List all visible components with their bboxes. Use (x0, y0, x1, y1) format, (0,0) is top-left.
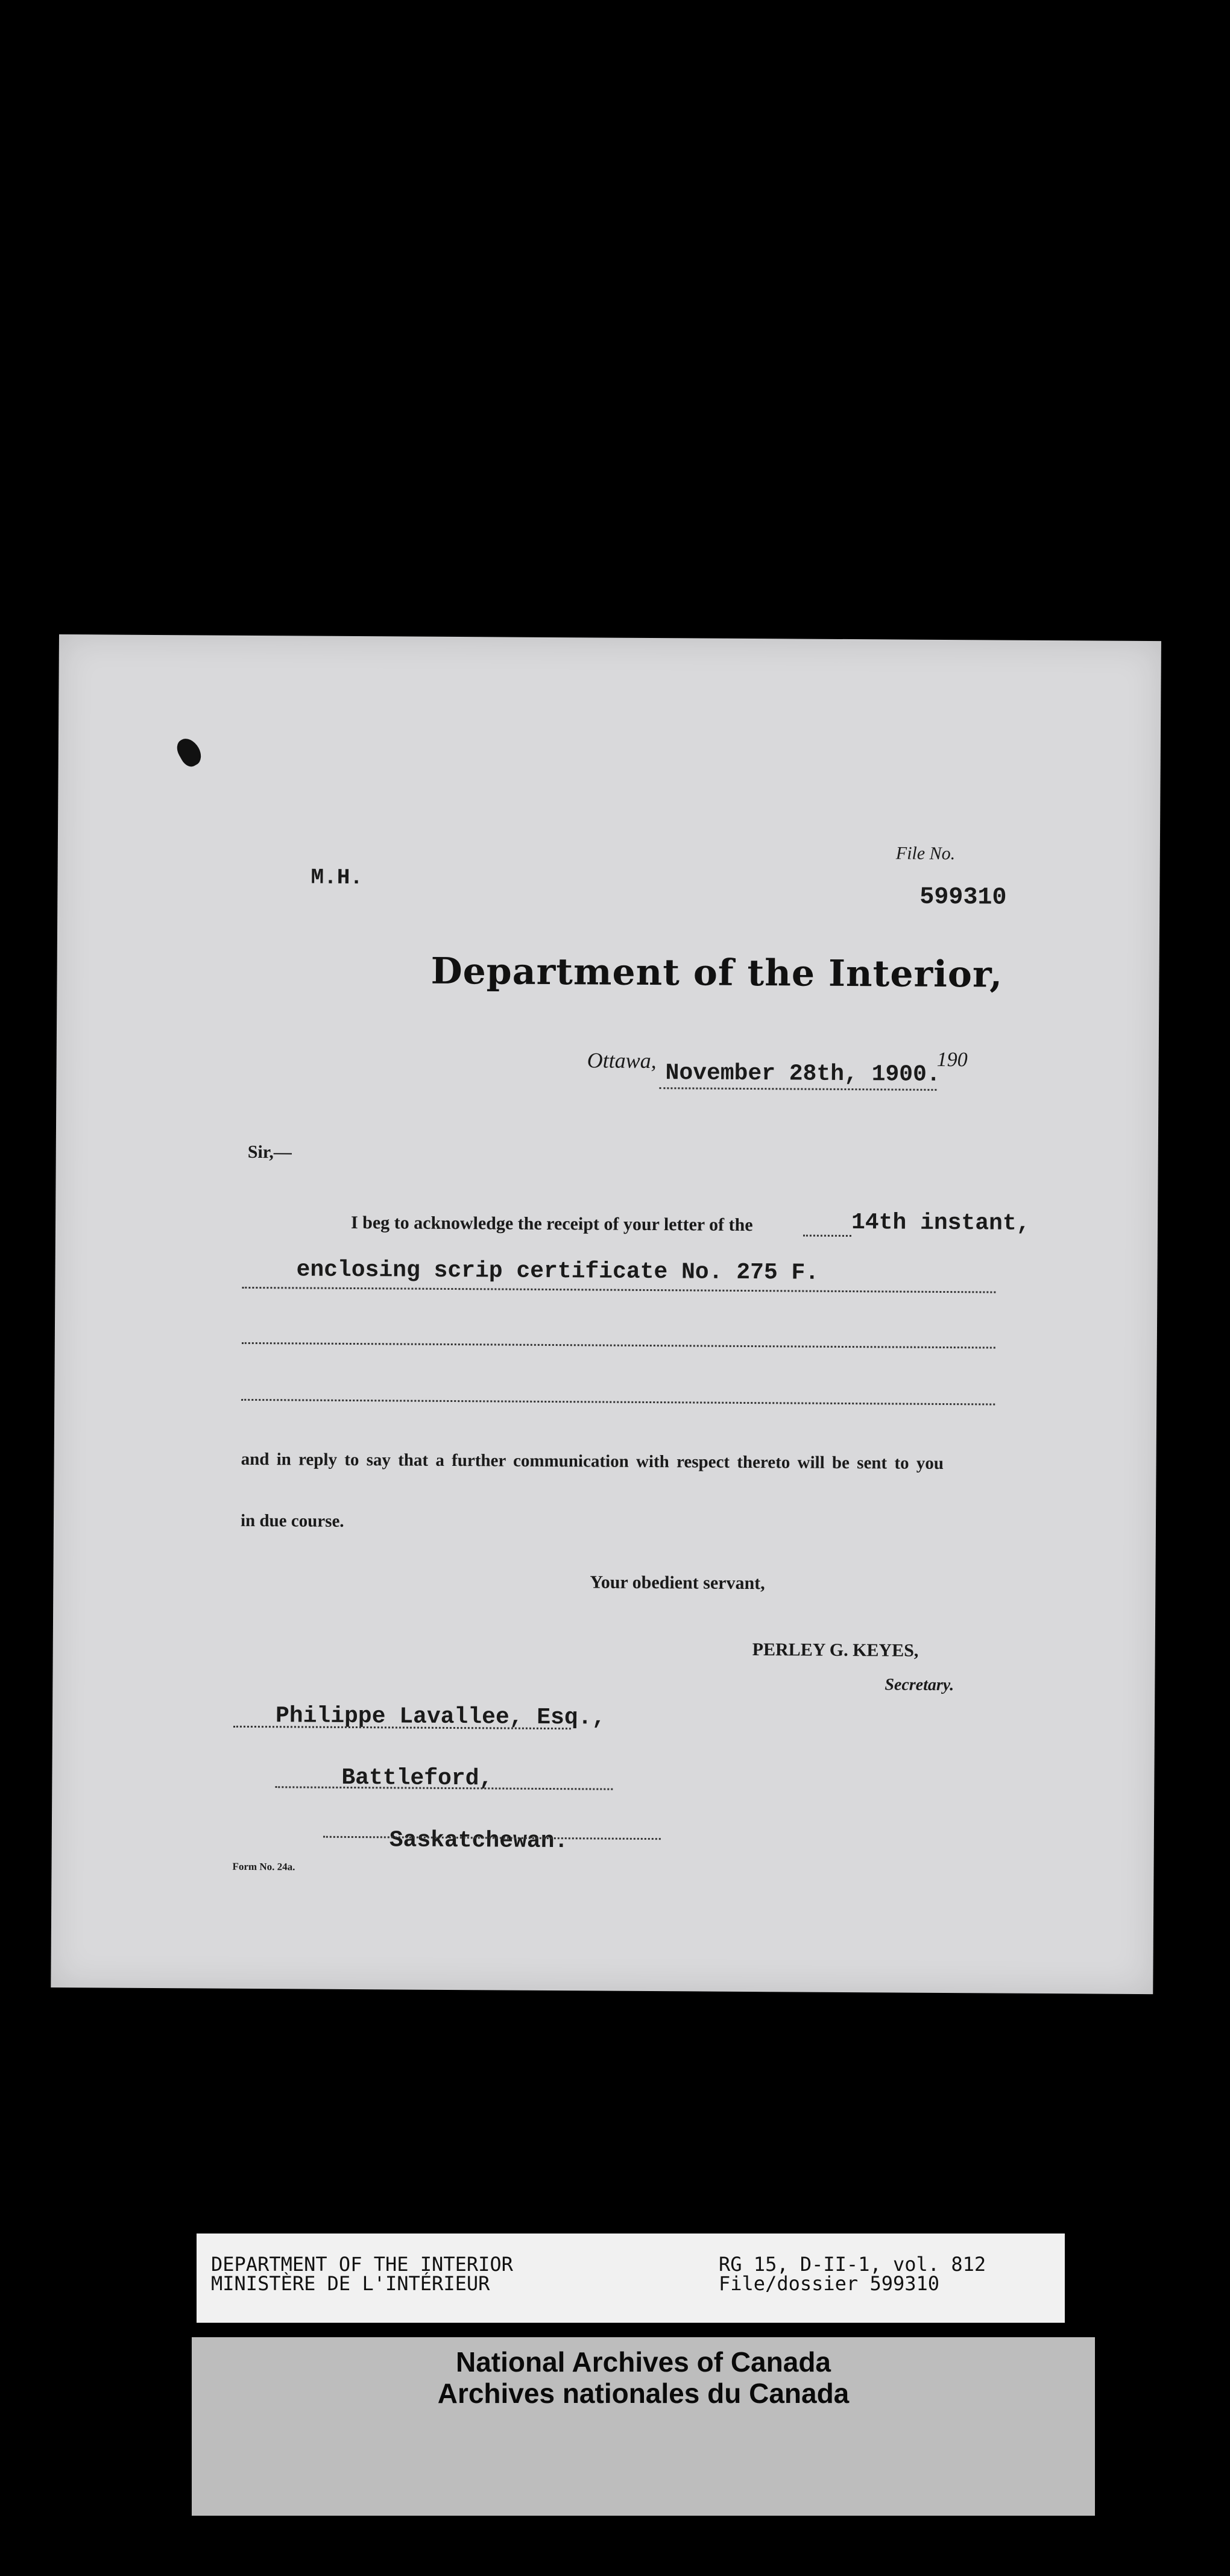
department-heading: Department of the Interior, (430, 950, 1003, 996)
body-dotline-1 (242, 1287, 995, 1293)
date-dotline (659, 1087, 936, 1091)
ink-blot (173, 734, 205, 770)
body-enclosure: enclosing scrip certificate No. 275 F. (296, 1257, 819, 1286)
body-dotline-3 (241, 1399, 995, 1406)
valediction: Your obedient servant, (590, 1572, 765, 1594)
signatory-title: Secretary. (885, 1675, 954, 1695)
archive-file: File/dossier 599310 (719, 2272, 940, 2295)
signatory-name: PERLEY G. KEYES, (752, 1640, 919, 1661)
body-closing-line-1: and in reply to say that a further communication with respect thereto will be sent to you (241, 1449, 944, 1473)
addressee-town: Battleford, (341, 1764, 493, 1792)
form-number: Form No. 24a. (232, 1860, 295, 1873)
department-en: DEPARTMENT OF THE INTERIOR (211, 2253, 513, 2276)
file-number: 599310 (919, 883, 1007, 912)
letter-page (51, 634, 1161, 1994)
intro-dotline (803, 1235, 851, 1237)
archive-reference: RG 15, D-II-1, vol. 812 (719, 2253, 986, 2276)
letter-date: November 28th, 1900. (665, 1060, 941, 1088)
place: Ottawa, (587, 1048, 657, 1073)
file-no-label: File No. (895, 843, 956, 864)
reference-initials: M.H. (311, 865, 364, 891)
archive-reference-label (197, 2233, 1065, 2323)
archive-institution-label (192, 2337, 1095, 2516)
institution-en: National Archives of Canada (455, 2346, 831, 2378)
printed-year: 190 (936, 1048, 968, 1072)
addressee-name: Philippe Lavallee, Esq., (275, 1703, 606, 1731)
institution-fr: Archives nationales du Canada (437, 2378, 850, 2409)
body-date: 14th instant, (851, 1210, 1030, 1237)
body-dotline-2 (242, 1342, 995, 1349)
salutation: Sir,— (247, 1141, 292, 1163)
department-fr: MINISTÈRE DE L'INTÉRIEUR (211, 2272, 490, 2295)
body-closing-line-2: in due course. (240, 1511, 344, 1531)
body-intro: I beg to acknowledge the receipt of your letter of the (350, 1212, 753, 1236)
addressee-province: Saskatchewan. (389, 1827, 569, 1855)
